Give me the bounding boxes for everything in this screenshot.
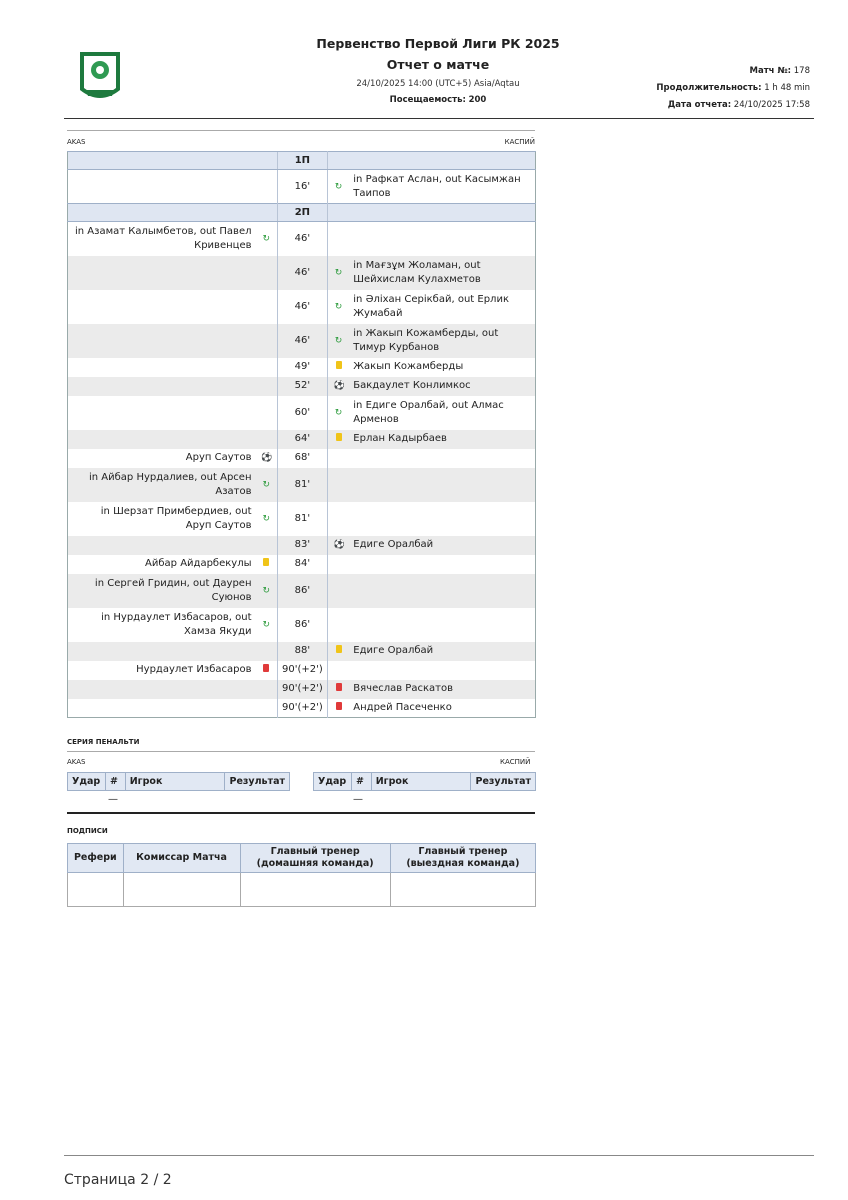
footer-divider xyxy=(64,1155,814,1156)
yellow-card-icon xyxy=(263,558,269,566)
signatures-table xyxy=(67,843,536,907)
home-event-text: in Шерзат Примбердиев, out Аруп Саутов xyxy=(100,505,252,531)
away-event-text xyxy=(349,502,535,536)
event-row xyxy=(68,290,536,324)
event-row xyxy=(68,468,536,502)
red-card-icon xyxy=(263,664,269,672)
event-minute: 86' xyxy=(278,574,328,608)
home-event-text xyxy=(68,170,256,204)
event-row xyxy=(68,256,536,290)
home-event-text: Айбар Айдарбекулы xyxy=(145,558,252,569)
home-event-text xyxy=(68,430,256,449)
penalties-divider xyxy=(67,812,535,814)
col-header: Игрок xyxy=(125,773,225,791)
yellow-card-icon xyxy=(336,645,342,653)
away-event-text xyxy=(349,222,535,256)
away-event-text: in Едиге Оралбай, out Алмас Арменов xyxy=(353,399,504,425)
goal-icon xyxy=(334,381,344,391)
divider xyxy=(67,751,535,752)
substitution-icon xyxy=(334,408,344,418)
events-table xyxy=(67,151,536,718)
home-event-text xyxy=(68,699,256,718)
divider xyxy=(67,130,535,131)
sig-cell[interactable] xyxy=(123,873,240,907)
event-row xyxy=(68,170,536,204)
home-event-text xyxy=(68,642,256,661)
event-row xyxy=(68,396,536,430)
team-names xyxy=(67,138,535,146)
away-event-text: Едиге Оралбай xyxy=(349,536,535,555)
red-card-icon xyxy=(336,702,342,710)
league-logo xyxy=(76,50,124,106)
event-minute: 88' xyxy=(278,642,328,661)
report-header xyxy=(280,36,596,105)
col-header: Удар xyxy=(68,773,106,791)
sig-cell[interactable] xyxy=(390,873,535,907)
away-event-text: Андрей Пасеченко xyxy=(353,701,452,713)
red-card-icon xyxy=(336,683,342,691)
event-row xyxy=(68,377,536,396)
event-row xyxy=(68,536,536,555)
event-minute: 81' xyxy=(278,502,328,536)
event-minute: 16' xyxy=(278,170,328,204)
half-header-row xyxy=(68,152,536,170)
penalties-home-table xyxy=(67,772,290,791)
away-event-text xyxy=(349,449,535,468)
penalties-section-label: СЕРИЯ ПЕНАЛЬТИ xyxy=(67,738,140,746)
pen-home-team: AKAS xyxy=(67,758,86,766)
half-header-row xyxy=(68,204,536,222)
event-minute: 90'(+2') xyxy=(278,680,328,699)
home-event-text: in Сергей Гридин, out Даурен Суюнов xyxy=(68,574,256,608)
page-number: Страница 2 / 2 xyxy=(64,1172,172,1188)
col-header: Результат xyxy=(471,773,536,791)
substitution-icon xyxy=(261,234,271,244)
away-event-text: Вячеслав Раскатов xyxy=(349,680,535,699)
event-minute: 49' xyxy=(278,358,328,377)
sig-away-coach: Главный тренер (выездная команда) xyxy=(390,844,535,873)
away-event-text: in Жакып Кожамберды, out Тимур Курбанов xyxy=(349,324,535,358)
sig-home-coach: Главный тренер (домашняя команда) xyxy=(240,844,390,873)
home-event-text xyxy=(68,377,256,396)
match-number: Матч №: 178 xyxy=(749,66,810,76)
match-duration: Продолжительность: 1 h 48 min xyxy=(656,83,810,93)
away-event-text: in Рафкат Аслан, out Касымжан Таипов xyxy=(353,173,521,199)
away-event-text: Жакып Кожамберды xyxy=(353,361,464,372)
event-minute: 46' xyxy=(278,324,328,358)
home-event-text: in Нурдаулет Избасаров, out Хамза Якуди xyxy=(101,611,252,637)
event-row xyxy=(68,358,536,377)
away-event-text xyxy=(349,555,535,574)
away-team-name: КАСПИЙ xyxy=(504,138,535,146)
home-event-text xyxy=(68,358,256,377)
home-event-text xyxy=(68,536,256,555)
home-event-text xyxy=(68,290,256,324)
event-row xyxy=(68,699,536,718)
event-row xyxy=(68,430,536,449)
substitution-icon xyxy=(334,336,344,346)
substitution-icon xyxy=(261,620,271,630)
away-event-text xyxy=(349,468,535,502)
home-event-text: Аруп Саутов xyxy=(185,452,252,463)
signatures-section-label: ПОДПИСИ xyxy=(67,827,108,835)
home-event-text xyxy=(68,680,256,699)
sig-cell[interactable] xyxy=(68,873,124,907)
sig-cell[interactable] xyxy=(240,873,390,907)
penalties-away-table xyxy=(313,772,536,791)
report-date: Дата отчета: 24/10/2025 17:58 xyxy=(667,100,810,110)
event-row xyxy=(68,222,536,256)
substitution-icon xyxy=(334,182,344,192)
event-minute: 64' xyxy=(278,430,328,449)
goal-icon xyxy=(261,453,271,463)
league-title: Первенство Первой Лиги РК 2025 xyxy=(316,36,560,51)
match-meta xyxy=(656,63,810,114)
pen-away-empty: — xyxy=(353,794,363,805)
event-minute: 86' xyxy=(278,608,328,642)
home-event-text: Нурдаулет Избасаров xyxy=(136,664,252,675)
attendance: Посещаемость: 200 xyxy=(389,95,487,105)
col-header: # xyxy=(351,773,371,791)
event-row xyxy=(68,502,536,536)
pen-away-team: КАСПИЙ xyxy=(500,758,531,766)
away-event-text: in Әліхан Серікбай, out Ерлик Жумабай xyxy=(353,293,509,319)
away-event-text: Ерлан Кадырбаев xyxy=(349,430,535,449)
col-header: Результат xyxy=(225,773,290,791)
event-minute: 90'(+2') xyxy=(278,661,328,680)
substitution-icon xyxy=(334,302,344,312)
event-row xyxy=(68,642,536,661)
goal-icon xyxy=(334,540,344,550)
event-row xyxy=(68,680,536,699)
event-minute: 90'(+2') xyxy=(278,699,328,718)
event-row xyxy=(68,555,536,574)
event-row xyxy=(68,661,536,680)
event-minute: 52' xyxy=(278,377,328,396)
sig-commissioner: Комиссар Матча xyxy=(123,844,240,873)
home-team-name: AKAS xyxy=(67,138,86,146)
substitution-icon xyxy=(334,268,344,278)
sig-referee: Рефери xyxy=(68,844,124,873)
header-divider xyxy=(64,118,814,119)
substitution-icon xyxy=(261,514,271,524)
col-header: Удар xyxy=(314,773,352,791)
event-minute: 81' xyxy=(278,468,328,502)
away-event-text xyxy=(349,661,535,680)
half-label: 1П xyxy=(278,152,328,170)
half-label: 2П xyxy=(278,204,328,222)
yellow-card-icon xyxy=(336,433,342,441)
home-event-text xyxy=(68,396,256,430)
event-minute: 84' xyxy=(278,555,328,574)
event-row xyxy=(68,449,536,468)
event-row xyxy=(68,574,536,608)
substitution-icon xyxy=(261,586,271,596)
col-header: Игрок xyxy=(371,773,471,791)
event-minute: 60' xyxy=(278,396,328,430)
match-datetime: 24/10/2025 14:00 (UTC+5) Asia/Aqtau xyxy=(356,79,520,89)
away-event-text xyxy=(349,574,535,608)
home-event-text: in Азамат Калымбетов, out Павел Кривенцев xyxy=(75,225,252,251)
event-minute: 68' xyxy=(278,449,328,468)
home-event-text xyxy=(68,324,256,358)
report-subtitle: Отчет о матче xyxy=(386,57,490,72)
col-header: # xyxy=(105,773,125,791)
yellow-card-icon xyxy=(336,361,342,369)
event-row xyxy=(68,608,536,642)
home-event-text xyxy=(68,256,256,290)
event-minute: 46' xyxy=(278,290,328,324)
home-event-text: in Айбар Нурдалиев, out Арсен Азатов xyxy=(68,468,256,502)
away-event-text: Едиге Оралбай xyxy=(349,642,535,661)
pen-home-empty: — xyxy=(108,794,118,805)
substitution-icon xyxy=(261,480,271,490)
away-event-text: in Мағзұм Жоламан, out Шейхислам Кулахметов xyxy=(349,256,535,290)
away-event-text xyxy=(349,608,535,642)
event-minute: 46' xyxy=(278,256,328,290)
event-minute: 46' xyxy=(278,222,328,256)
event-row xyxy=(68,324,536,358)
event-minute: 83' xyxy=(278,536,328,555)
away-event-text: Бакдаулет Конлимкос xyxy=(349,377,535,396)
